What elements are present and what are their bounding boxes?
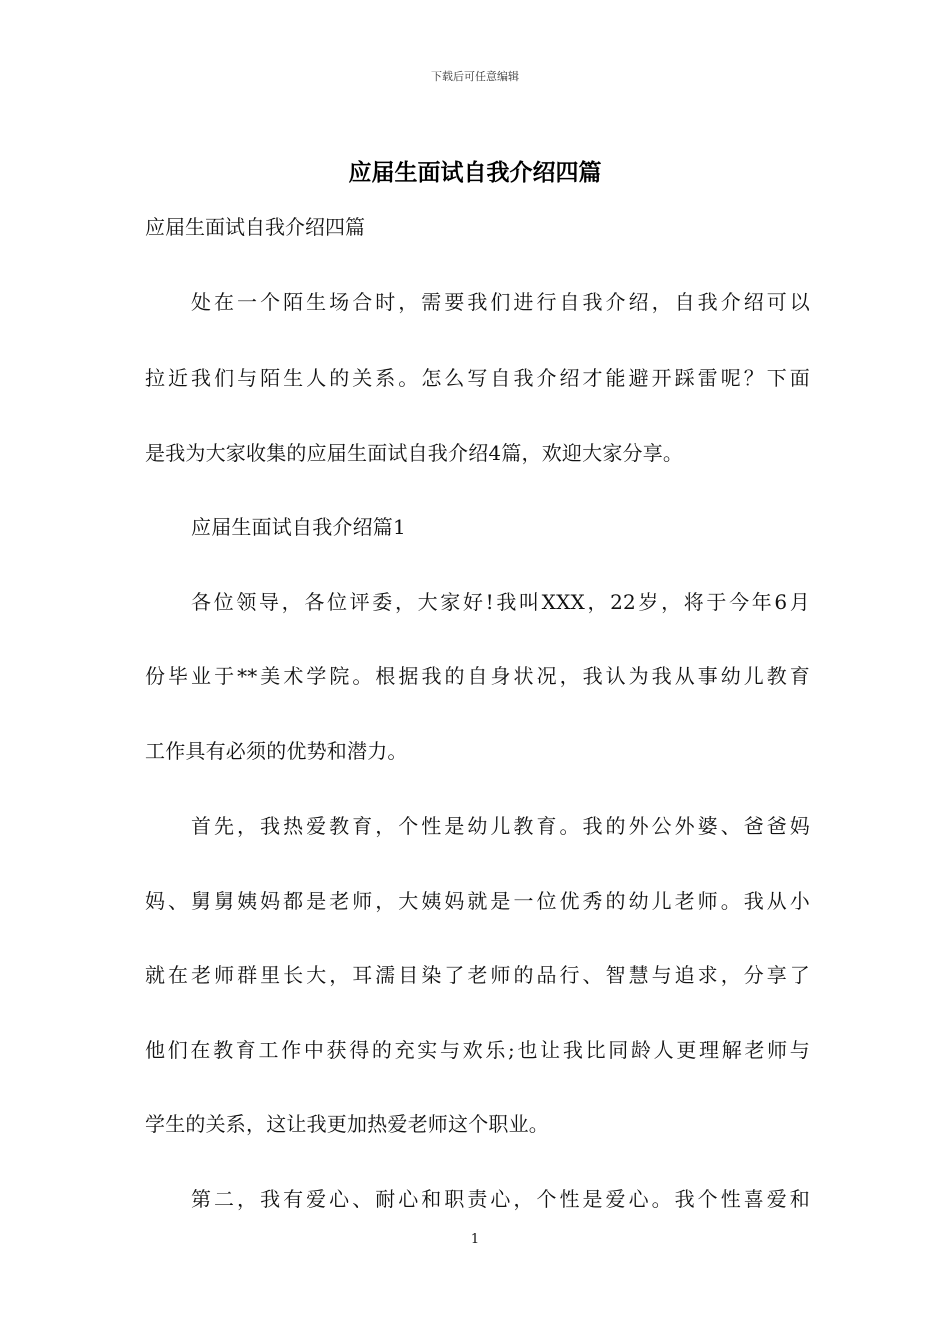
paragraph-line: 是我为大家收集的应届生面试自我介绍4篇，欢迎大家分享。 xyxy=(145,441,684,465)
section-heading: 应届生面试自我介绍篇1 xyxy=(191,515,406,539)
page-number: 1 xyxy=(470,1232,480,1247)
paragraph-line: 各位领导，各位评委，大家好!我叫XXX，22岁，将于今年6月 xyxy=(191,590,810,614)
paragraph-line: 妈、舅舅姨妈都是老师，大姨妈就是一位优秀的幼儿老师。我从小 xyxy=(145,889,810,913)
paragraph-line: 份毕业于**美术学院。根据我的自身状况，我认为我从事幼儿教育 xyxy=(145,664,810,688)
paragraph-line: 学生的关系，这让我更加热爱老师这个职业。 xyxy=(145,1112,549,1136)
paragraph-line: 他们在教育工作中获得的充实与欢乐;也让我比同龄人更理解老师与 xyxy=(145,1038,810,1062)
paragraph-line: 就在老师群里长大，耳濡目染了老师的品行、智慧与追求，分享了 xyxy=(145,963,810,987)
header-note: 下载后可任意编辑 xyxy=(431,70,519,83)
paragraph-line: 处在一个陌生场合时，需要我们进行自我介绍，自我介绍可以 xyxy=(191,290,810,314)
paragraph-line: 拉近我们与陌生人的关系。怎么写自我介绍才能避开踩雷呢？下面 xyxy=(145,366,810,390)
paragraph-line: 工作具有必须的优势和潜力。 xyxy=(145,739,408,763)
paragraph-line: 第二，我有爱心、耐心和职责心，个性是爱心。我个性喜爱和 xyxy=(191,1187,810,1211)
paragraph-line: 首先，我热爱教育，个性是幼儿教育。我的外公外婆、爸爸妈 xyxy=(191,814,810,838)
document-subtitle: 应届生面试自我介绍四篇 xyxy=(145,215,365,239)
document-title: 应届生面试自我介绍四篇 xyxy=(348,159,602,186)
